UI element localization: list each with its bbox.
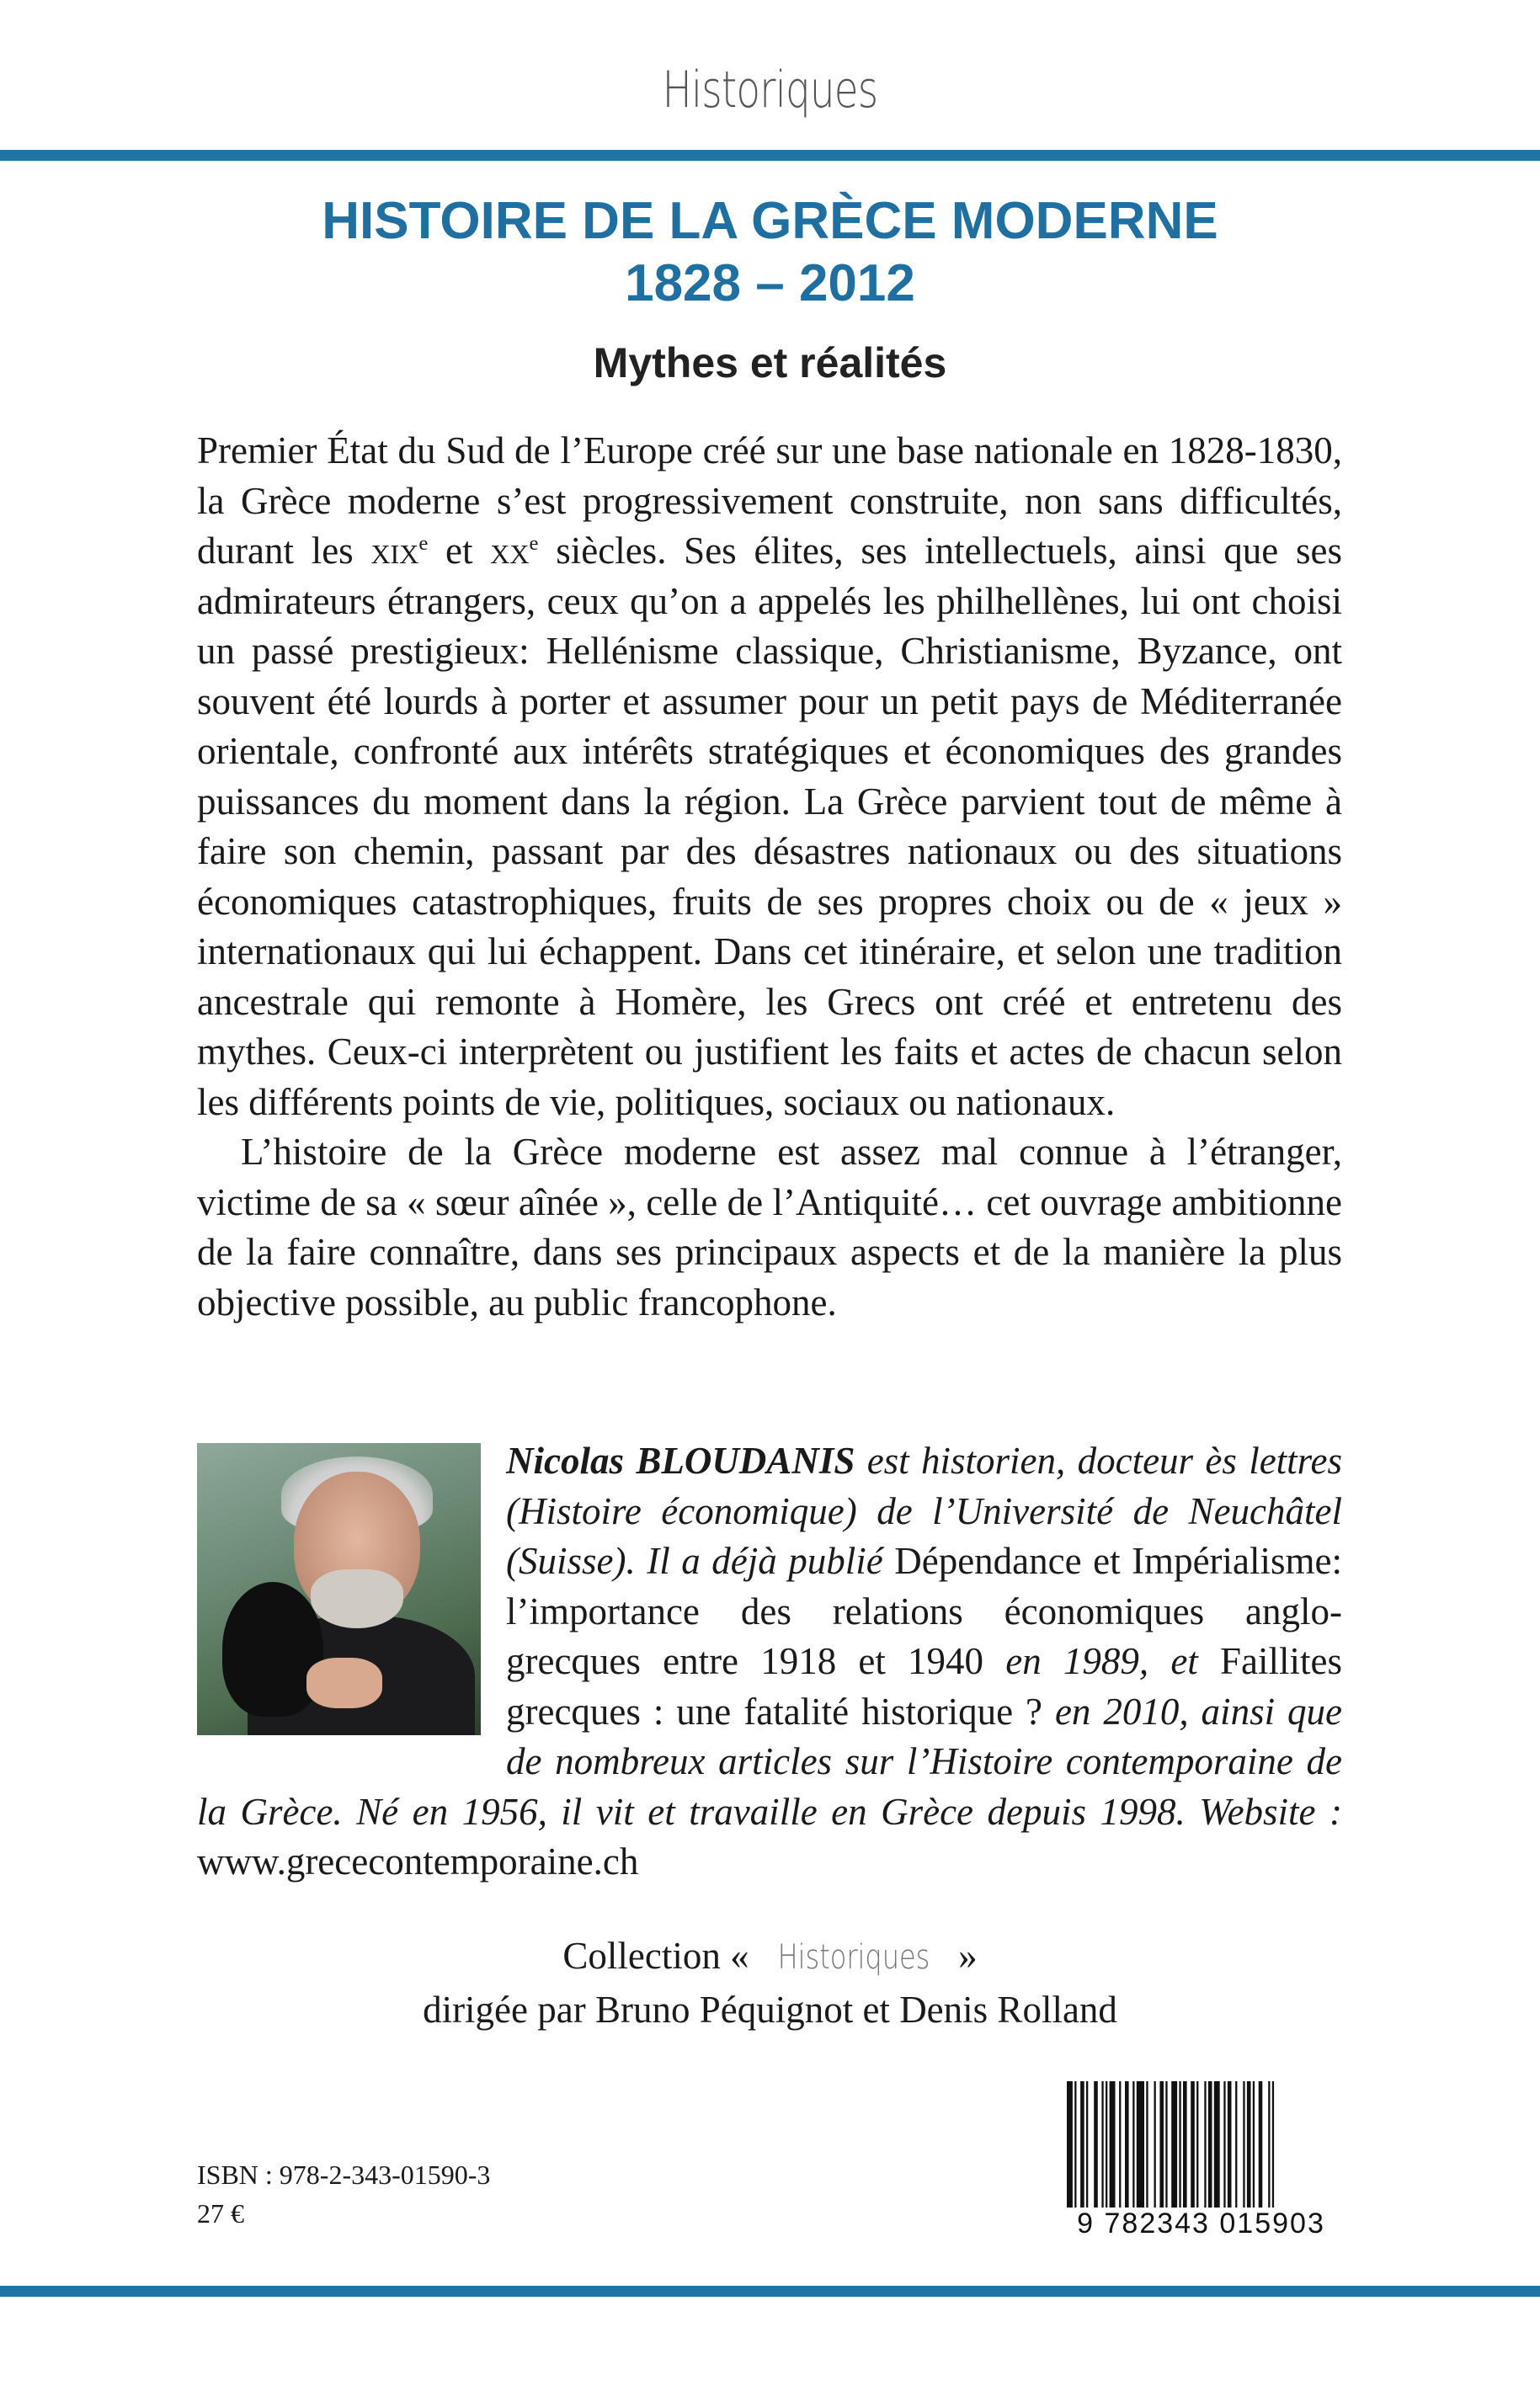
series-label: Historiques bbox=[662, 61, 878, 120]
collection-prefix: Collection « bbox=[562, 1935, 749, 1977]
book-title-dates: 1828 – 2012 bbox=[625, 254, 915, 312]
price: 27 € bbox=[197, 2198, 244, 2229]
book-subtitle: Mythes et réalités bbox=[593, 339, 947, 386]
book-title-line1: HISTOIRE DE LA GRÈCE MODERNE bbox=[322, 192, 1218, 250]
century-20-sup: e bbox=[529, 532, 539, 555]
bio-text: en 1989, et bbox=[983, 1640, 1220, 1682]
summary-text: Premier État du Sud de l’Europe créé sur une base nationale en 1828-1830, la Grèce moderne s’est progressivement construite, non sans difficultés, durant les bbox=[197, 429, 1342, 572]
barcode-bars bbox=[1060, 2081, 1342, 2208]
collection-directors: dirigée par Bruno Péquignot et Denis Rolland bbox=[423, 1989, 1117, 2031]
bottom-rule bbox=[0, 2286, 1540, 2297]
summary-text: siècles. Ses élites, ses intellectuels, ainsi que ses admirateurs étrangers, ceux qu’on a appelés les philhellènes, lui ont choisi un passé prestigieux: Hellénisme classique, Christianisme, Byzance, ont souvent été lourds à porter et assumer pour un petit pays de Méditerranée orientale, confronté aux intérêts stratégiques et économiques des grandes puissances du moment dans la région. La Grèce parvient tout de même à faire son chemin, passant par des désastres nationaux ou des situations économiques catastrophiques, fruits de ses propres choix ou de « jeux » internationaux qui lui échappent. Dans cet itinéraire, et selon une tradition ancestrale qui remonte à Homère, les Grecs ont créé et entretenu des mythes. Ceux-ci interprètent ou justifient les faits et actes de chacun selon les différents points de vie, politiques, sociaux ou nationaux. bbox=[197, 530, 1342, 1123]
author-bio bbox=[197, 1436, 1342, 1888]
book-title-2: Faillites grecques : une fatalité historique ? bbox=[506, 1640, 1342, 1733]
author-name: Nicolas BLOUDANIS bbox=[506, 1440, 855, 1482]
isbn: ISBN : 978-2-343-01590-3 bbox=[197, 2160, 491, 2190]
bio-text: est historien, docteur ès lettres (Histoire économique) de l’Université de Neuchâtel (Suisse). Il a déjà publié bbox=[506, 1440, 1342, 1582]
barcode-digits: 9 782343 015903 bbox=[1077, 2208, 1325, 2240]
book-title-1: Dépendance et Impérialisme: l’importance des relations économiques anglo-grecques entre 1918 et 1940 bbox=[506, 1540, 1342, 1682]
top-rule bbox=[0, 150, 1540, 161]
author-photo bbox=[197, 1443, 481, 1735]
bio-text: en 2010, ainsi que de nombreux articles sur l’Histoire contemporaine de la Grèce. Né en 1956, il vit et travaille en Grèce depuis 1998. Website : bbox=[197, 1690, 1342, 1833]
website-link[interactable]: www.grececontemporaine.ch bbox=[197, 1840, 639, 1883]
summary-text: et bbox=[428, 530, 491, 572]
book-title bbox=[0, 190, 1540, 315]
isbn-block bbox=[197, 2155, 490, 2233]
summary-paragraph-2: L’histoire de la Grèce moderne est assez mal connue à l’étranger, victime de sa « sœur aînée », celle de l’Antiquité… cet ouvrage ambitionne de la faire connaître, dans ses principaux aspects et de la manière la plus objective possible, au public francophone. bbox=[197, 1131, 1342, 1323]
century-20: xx bbox=[490, 530, 530, 572]
century-19-sup: e bbox=[418, 532, 429, 555]
collection-name: Historiques bbox=[777, 1938, 930, 1977]
barcode bbox=[1060, 2081, 1342, 2240]
collection-info bbox=[0, 1930, 1540, 2036]
summary bbox=[197, 426, 1342, 1328]
summary-paragraph-1 bbox=[197, 426, 1342, 1127]
collection-suffix: » bbox=[958, 1935, 978, 1977]
century-19: xix bbox=[370, 530, 419, 572]
collection-line bbox=[0, 1930, 1540, 1984]
